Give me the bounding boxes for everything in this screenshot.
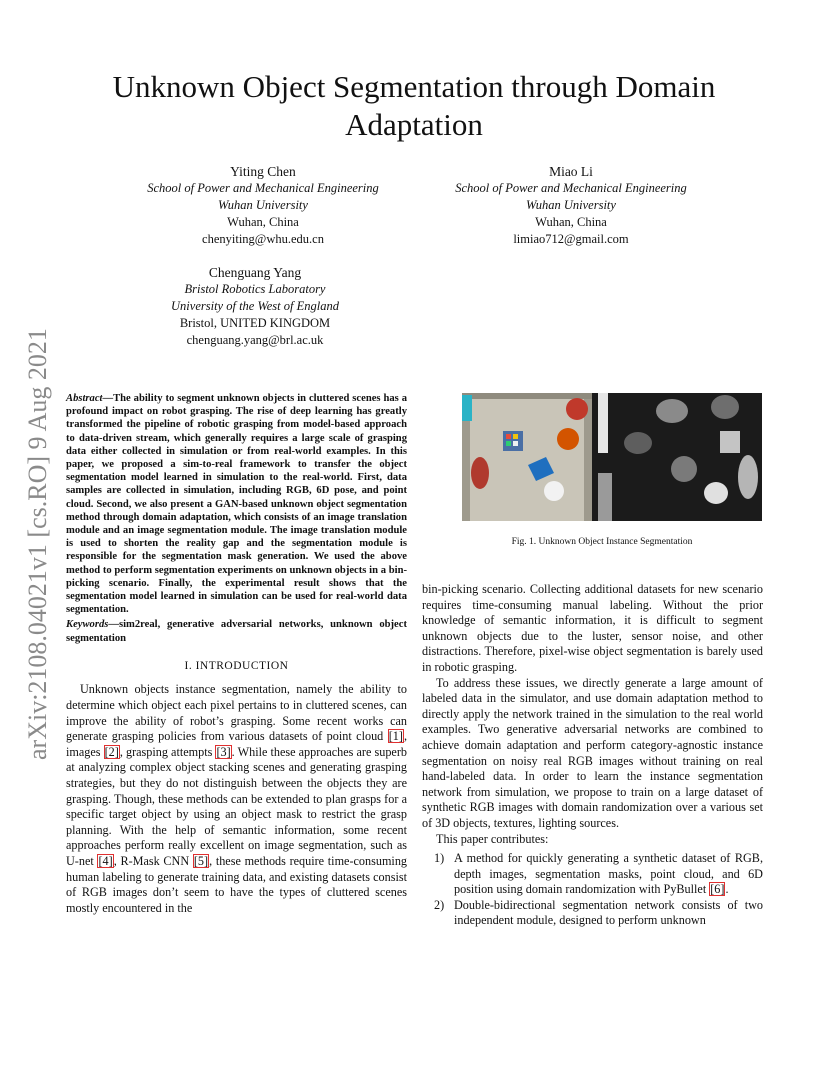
object-white-cup <box>544 481 564 501</box>
author-email[interactable]: chenguang.yang@brl.ac.uk <box>186 333 324 347</box>
author-block-1 <box>100 163 426 248</box>
author-location: Wuhan, China <box>227 215 299 229</box>
abstract-label: Abstract <box>66 393 103 404</box>
text-run: , R-Mask CNN <box>113 853 193 868</box>
mask-region <box>598 393 608 453</box>
cube-tile <box>513 434 518 439</box>
author-email[interactable]: limiao712@gmail.com <box>513 232 629 246</box>
list-number: 2) <box>434 897 445 912</box>
abstract-text: —The ability to segment unknown objects in cluttered scenes has a profound impact on robot grasping. The rise of deep learning has greatly transformed the pipeline of robotic grasping from model-based approach to data-driven stream, which generally requires a large scale of grasping data either collected in simulation or from real-world examples. In this paper, we proposed a sim-to-real framework to transfer the object segmentation model learned in simulation to the real-world. First, data samples are collected in simulation, including RGB, 6D pose, and point cloud. Second, we also present a GAN-based unknown object segmentation method through domain adaptation, which consists of an image translation module and an image segmentation module. The image translation module is used to shorten the reality gap and the segmentation module is responsible for the segmentation mask generation. We used the above method to perform segmentation experiments on unknown objects in a bin-picking scenario. Finally, the experimental result shows that the segmentation model learned in simulation can be used for real-world data segmentation. <box>66 393 407 616</box>
keywords-text: —sim2real, generative adversarial networks, unknown object segmentation <box>66 619 407 644</box>
author-org: University of the West of England <box>171 299 339 313</box>
cube-tile <box>513 441 518 446</box>
author-location: Wuhan, China <box>535 215 607 229</box>
author-block-3 <box>90 264 420 349</box>
arxiv-watermark: arXiv:2108.04021v1 [cs.RO] 9 Aug 2021 <box>23 328 52 760</box>
right-column <box>422 582 763 929</box>
text-run: . While these approaches are superb at analyzing complex object stacking scenes and generating grasping strategies, but they do not distinguish between the objects they are grasping. Though, these methods can be extended to plan grasps for a specific target object by using an object mask to restrict the grasp planning. With the help of semantic information, some recent approaches perform really excellent on image segmentation, such as U-net <box>66 744 407 868</box>
list-item <box>422 851 763 898</box>
author-email[interactable]: chenyiting@whu.edu.cn <box>202 232 324 246</box>
author-name: Yiting Chen <box>230 164 296 179</box>
list-text: Double-bidirectional segmentation network consists of two independent module, designed to perform unknown <box>454 897 763 928</box>
left-column <box>66 392 407 916</box>
author-dept: School of Power and Mechanical Engineering <box>455 181 687 195</box>
section-heading: I. INTRODUCTION <box>184 659 289 672</box>
body-paragraph: To address these issues, we directly generate a large amount of labeled data in the simulator, and use domain adaptation method to directly apply the network trained in the simulation to the real world examples. Two generative adversarial networks are combined to achieve domain adaptation and perform category-agnostic instance segmentation on noisy real RGB images without training on real hand-labeled data. In order to learn the instance segmentation network from simulation, we propose to train on a large dataset of synthetic RGB images with domain randomization over a various set of 3D objects, textures, lighting sources. <box>422 675 763 830</box>
text-run: , grasping attempts <box>119 744 216 759</box>
citation-link[interactable]: [5] <box>193 853 209 868</box>
text-run: , these methods require time-consuming human labeling to generate training data, and existing datasets consist of RGB images don’t seem to have the types of cluttered scenes mostly encountered in the <box>66 853 408 915</box>
object-apple-1 <box>566 398 588 420</box>
bin-wall-top <box>462 393 592 399</box>
keywords <box>66 618 407 644</box>
figure-1-image <box>462 393 762 521</box>
segmentation-figure-graphic <box>462 393 762 521</box>
keywords-label: Keywords <box>66 619 109 631</box>
list-number: 1) <box>434 851 445 866</box>
citation-link[interactable]: [2] <box>104 744 119 759</box>
author-location: Bristol, UNITED KINGDOM <box>179 316 331 330</box>
citation-link[interactable]: [4] <box>98 853 113 868</box>
mask-region <box>671 456 697 482</box>
object-apple-2 <box>557 428 579 450</box>
paper-title: Unknown Object Segmentation through Domain Adaptation <box>112 69 716 142</box>
mask-region <box>711 395 739 419</box>
mask-region <box>720 431 740 453</box>
author-dept: Bristol Robotics Laboratory <box>184 282 326 296</box>
body-paragraph: This paper contributes: <box>436 831 549 846</box>
mask-region <box>624 432 652 454</box>
abstract <box>66 392 407 616</box>
mask-region <box>656 399 688 423</box>
author-org: Wuhan University <box>218 198 308 212</box>
object-blue-box <box>462 395 472 421</box>
cube-tile <box>506 441 511 446</box>
contributions-list <box>422 851 763 929</box>
text-run: Unknown objects instance segmentation, namely the ability to determine which object each pixel pertains to in cluttered scenes, can improve the ability of robot’s grasping. Some recent works can generate grasping policies from various datasets of point cloud <box>66 682 407 744</box>
list-text-end: . <box>725 882 729 897</box>
mask-region <box>704 482 728 504</box>
author-org: Wuhan University <box>526 198 616 212</box>
mask-region <box>738 455 758 499</box>
mask-region <box>598 473 612 521</box>
intro-paragraph <box>66 682 407 916</box>
author-block-2 <box>410 163 732 248</box>
author-name: Miao Li <box>549 164 593 179</box>
citation-link[interactable]: [1] <box>388 729 403 744</box>
author-dept: School of Power and Mechanical Engineering <box>147 181 379 195</box>
author-name: Chenguang Yang <box>208 265 302 280</box>
list-text: A method for quickly generating a synthetic dataset of RGB, depth images, segmentation masks, point cloud, and 6D position using domain randomization with PyBullet <box>454 851 763 897</box>
list-item <box>422 898 763 929</box>
cube-tile <box>506 434 511 439</box>
text-run: , images <box>66 729 407 759</box>
object-red-fruit <box>471 457 489 489</box>
body-paragraph: bin-picking scenario. Collecting additional datasets for new scenario requires time-consuming manual labeling. Without the prior knowledge of semantic information, it is difficult to segment unknown objects due to the luster, sensor noise, and other distractions. Therefore, pixel-wise object segmentation is barely used in robotic grasping. <box>422 582 763 674</box>
citation-link[interactable]: [6] <box>710 882 725 897</box>
figure-caption: Fig. 1. Unknown Object Instance Segmentation <box>511 537 693 547</box>
citation-link[interactable]: [3] <box>216 744 231 759</box>
